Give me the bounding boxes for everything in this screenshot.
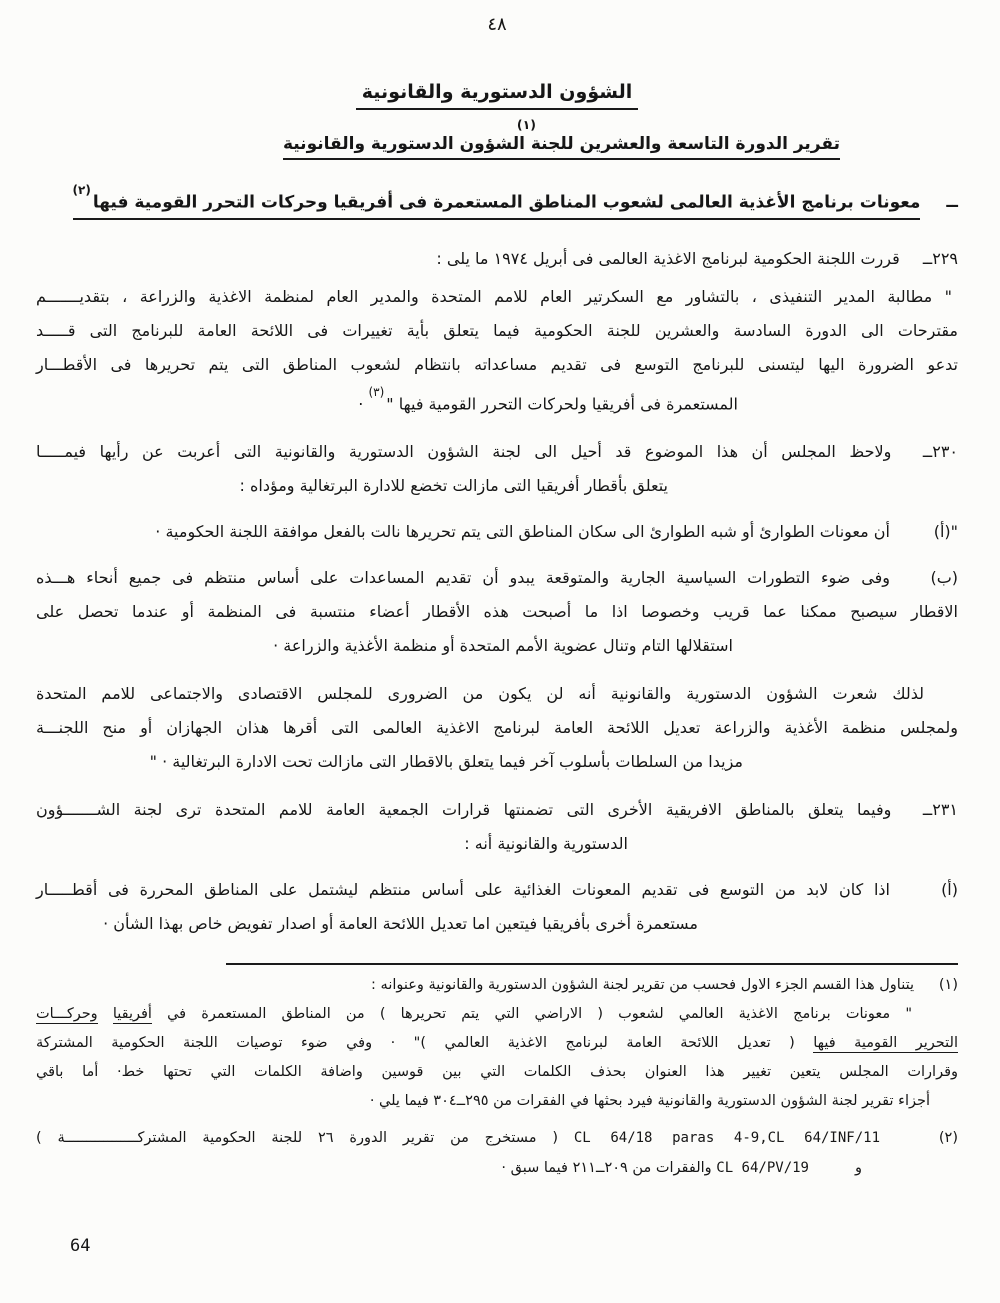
footnote-1-line-4: وقرارات المجلس يتعين تغيير هذا العنوان بحذف الكلمات التي بين قوسين واضافة الكلمات التي تحتها خط· أما باقي bbox=[36, 1063, 958, 1080]
quote-line-4-text: المستعمرة فى أفريقيا ولحركات التحرر القومية فيها " bbox=[386, 393, 738, 413]
conclusion-line-2: ولمجلس منظمة الأغذية والزراعة تعديل اللائحة العامة لبرنامج الاغذية العالمى التى أقرها هذان الجهازان أو منح اللجنـــة bbox=[36, 717, 958, 737]
list-dash: ــ bbox=[946, 192, 958, 212]
paragraph-229-intro-text: قررت اللجنة الحكومية لبرنامج الاغذية العالمى فى أبريل ١٩٧٤ ما يلى : bbox=[436, 248, 900, 268]
report-title-text: تقرير الدورة التاسعة والعشرين للجنة الشؤون الدستورية والقانونية bbox=[282, 134, 840, 154]
footnote-separator-line bbox=[226, 963, 958, 965]
page-number-top: ٤٨ bbox=[487, 14, 507, 35]
footnote-ref-2: (٢) bbox=[72, 183, 91, 197]
underlined-word-movements: وحركـــات bbox=[36, 1005, 98, 1022]
conclusion-line-3: مزيدا من السلطات بأسلوب آخر فيما يتعلق بالاقطار التى مازالت تحت الادارة البرتغالية · " bbox=[149, 751, 743, 771]
paragraph-number-229: ٢٢٩ــ bbox=[922, 248, 958, 268]
footnote-2-line-2 bbox=[36, 1154, 862, 1183]
footnote-1-line-2 bbox=[36, 1000, 912, 1029]
item-b-line-3: استقلالها التام وتنال عضوية الأمم المتحدة أو منظمة الأغذية والزراعة · bbox=[273, 635, 733, 655]
footnote-1-line-3-rest: ( تعديل اللائحة العامة لبرنامج الاغذية العالمي )" · وفي ضوء توصيات اللجنة الحكومية المشتركة bbox=[36, 1034, 814, 1051]
footnote-1-line-5: أجزاء تقرير لجنة الشؤون الدستورية والقانونية فيرد بحثها في الفقرات من ٢٩٥ــ٣٠٤ فيما يلي · bbox=[369, 1092, 930, 1109]
footnote-2-arabic-2: والفقرات من ٢٠٩ــ٢١١ فيما سبق · bbox=[501, 1159, 712, 1176]
footnote-2-marker: (٢) bbox=[938, 1129, 958, 1146]
item-b-first-row bbox=[36, 561, 958, 595]
paragraph-230-text-1: ولاحظ المجلس أن هذا الموضوع قد أحيل الى لجنة الشؤون الدستورية والقانونية التى أعربت عن رأيها فيمـــــا bbox=[36, 441, 892, 461]
paragraph-229 bbox=[36, 242, 958, 421]
paragraph-230 bbox=[36, 435, 958, 503]
footnote-2-line-1 bbox=[36, 1124, 914, 1153]
item-a-text: أن معونات الطوارئ أو شبه الطوارئ الى سكان المناطق التى يتم تحريرها نالت بالفعل موافقة اللجنة الحكومية · bbox=[155, 521, 890, 541]
paragraph-231-line-1 bbox=[36, 793, 958, 827]
report-title bbox=[282, 117, 840, 160]
item-a2-line-2: مستعمرة أخرى بأفريقيا فيتعين اما تعديل اللائحة العامة أو اصدار تفويض خاص بهذا الشأن · bbox=[103, 913, 698, 933]
topic-heading-text: معونات برنامج الأغذية العالمى لشعوب المناطق المستعمرة فى أفريقيا وحركات التحرر القومية فيها bbox=[92, 192, 921, 213]
paragraph-number-230: ٢٣٠ــ bbox=[922, 441, 958, 461]
footnote-2-body bbox=[36, 1124, 914, 1183]
topic-heading bbox=[72, 183, 921, 220]
item-marker-b: (ب) bbox=[930, 567, 958, 587]
footnote-1-marker: (١) bbox=[938, 976, 958, 993]
item-marker-a: "(أ) bbox=[933, 521, 958, 541]
footnote-2-first-row bbox=[36, 1124, 958, 1183]
document-ref-cl-64-pv-19: CL 64/PV/19 bbox=[716, 1159, 809, 1176]
paragraph-231-text-1: وفيما يتعلق بالمناطق الافريقية الأخرى التى تضمنتها قرارات الجمعية العامة للامم المتحدة ترى لجنة الشـــــــؤون bbox=[36, 799, 892, 819]
quote-line-4 bbox=[36, 382, 738, 421]
quote-line-2: مقترحات الى الدورة السادسة والعشرين للجنة الحكومية فيما يتعلق بأية تغييرات فى اللائحة العامة للبرنامج التى قـــــد bbox=[36, 320, 958, 340]
footnote-1-first-row bbox=[36, 971, 958, 1000]
footnote-ref-3: (٣) bbox=[368, 384, 385, 399]
footnote-2-arabic-1: ( مستخرج من تقرير الدورة ٢٦ للجنة الحكومية المشتركـــــــــــــــــة ) bbox=[36, 1129, 558, 1146]
paragraph-231 bbox=[36, 793, 958, 861]
paragraph-231-line-2: الدستورية والقانونية أنه : bbox=[464, 833, 628, 853]
footnote-1 bbox=[36, 971, 958, 1116]
conclusion-paragraph bbox=[36, 677, 958, 779]
footnote-1-line-2-pre: " معونات برنامج الاغذية العالمي لشعوب ( الاراضي التي يتم تحريرها ) من المناطق المستعمرة في bbox=[151, 1005, 912, 1022]
list-item-b bbox=[36, 561, 958, 663]
underlined-phrase-liberation: التحرير القومية فيها bbox=[813, 1034, 958, 1051]
topic-heading-row bbox=[36, 183, 958, 220]
footnote-1-line-1: يتناول هذا القسم الجزء الاول فحسب من تقرير لجنة الشؤون الدستورية والقانونية وعنوانه : bbox=[371, 976, 914, 993]
paragraph-number-231: ٢٣١ــ bbox=[922, 799, 959, 819]
list-item-a-229 bbox=[36, 515, 958, 549]
paragraph-229-intro bbox=[36, 242, 958, 276]
footnote-1-line-3 bbox=[36, 1029, 958, 1058]
quote-line-3: تدعو الضرورة اليها ليتسنى للبرنامج التوسع فى تقديم مساعداته بانتظام لشعوب المناطق التى يتم تحريرها فى الأقطـــار bbox=[36, 354, 958, 374]
paragraph-230-line-2: يتعلق بأقطار أفريقيا التى مازالت تخضع للادارة البرتغالية ومؤداه : bbox=[239, 475, 668, 495]
footnotes-section bbox=[36, 971, 958, 1183]
quoted-decision bbox=[36, 280, 958, 421]
section-title: الشؤون الدستورية والقانونية bbox=[356, 81, 638, 110]
paragraph-230-line-1 bbox=[36, 435, 958, 469]
item-marker-a2: (أ) bbox=[941, 879, 958, 899]
conclusion-line-1: لذلك شعرت الشؤون الدستورية والقانونية أنه لن يكون من الضرورى للمجلس الاقتصادى والاجتماعى للامم المتحدة bbox=[36, 683, 924, 703]
quote-end-mark: · bbox=[358, 393, 364, 413]
quote-line-1: " مطالبة المدير التنفيذى ، بالتشاور مع السكرتير العام للامم المتحدة والمدير العام لمنظمة الاغذية والزراعة ، بتقديـــــــم bbox=[36, 286, 952, 306]
page-number-bottom: 64 bbox=[70, 1236, 91, 1256]
item-a2-line-1: اذا كان لابد من التوسع فى تقديم المعونات الغذائية على أساس منتظم ليشتمل على المناطق المحررة فى أقطـــــار bbox=[36, 879, 890, 899]
footnote-2 bbox=[36, 1124, 958, 1183]
document-ref-cl-64-18: CL 64/18 paras 4-9,CL 64/INF/11 bbox=[573, 1129, 880, 1146]
item-b-line-1: وفى ضوء التطورات السياسية الجارية والمتوقعة يبدو أن تقديم المساعدات على أساس منتظم فى جميع أنحاء هـــذه bbox=[36, 567, 890, 587]
footnote-ref-1: (١) bbox=[516, 117, 536, 132]
list-item-a-231 bbox=[36, 873, 958, 941]
item-b-line-2: الاقطار سيصبح ممكنا عما قريب وخصوصا اذا ما أصبحت هذه الأقطار أعضاء منتسبة فى المنظمة أو عندما تحصل على bbox=[36, 601, 958, 621]
report-title-row bbox=[36, 117, 840, 160]
item-a2-first-row bbox=[36, 873, 958, 907]
conjunction-waw: و bbox=[854, 1159, 862, 1176]
underlined-word-africa: أفريقيا bbox=[112, 1005, 152, 1022]
